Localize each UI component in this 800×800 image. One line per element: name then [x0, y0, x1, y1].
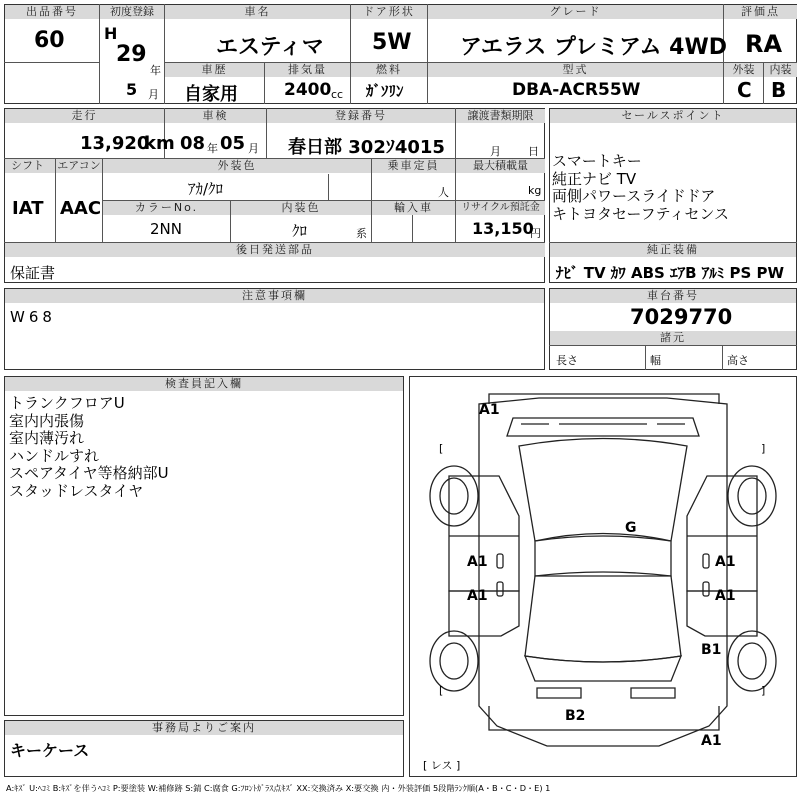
- door-type: 5W: [372, 30, 412, 55]
- inspector-line: スペアタイヤ等格納部U: [9, 464, 169, 483]
- sales-item: キトヨタセーフティセンス: [552, 204, 730, 223]
- sales-point-header: セールスポイント: [550, 109, 796, 123]
- inspector-line: ハンドルすれ: [9, 446, 100, 465]
- load-unit: kg: [528, 184, 542, 197]
- legend: A:ｷｽﾞ U:ﾍｺﾐ B:ｷｽﾞを伴うﾍｺﾐ P:要塗装 W:補修跡 S:錆 C:腐食 G:ﾌﾛﾝﾄｶﾞﾗｽ点ｷｽﾞ XX:交換済み X:要交換 内・外装評価 5段階ﾗﾝｸ順(A・B・C・D・E) 1: [6, 783, 551, 793]
- grade: アエラス プレミアム 4WD: [460, 35, 727, 60]
- damage-mark: B2: [565, 708, 586, 724]
- interior-score: B: [771, 78, 787, 102]
- sales-item: スマートキー: [552, 152, 642, 170]
- displacement-unit: cc: [331, 88, 344, 101]
- office-header: 事務局よりご案内: [5, 721, 403, 735]
- inspection-year-unit: 年: [207, 142, 218, 155]
- era: H: [104, 24, 118, 43]
- height-label: 高さ: [727, 354, 749, 367]
- int-color: ｸﾛ: [292, 222, 308, 240]
- chassis-number: 7029770: [630, 305, 733, 329]
- import-header: 輸入車: [372, 201, 455, 215]
- car-name-header: 車名: [165, 5, 350, 19]
- plate: 春日部 302ｿ4015: [288, 137, 445, 158]
- dims-header: 諸元: [550, 331, 796, 345]
- damage-mark: B1: [701, 642, 722, 658]
- later-parts: 保証書: [10, 264, 56, 282]
- notes-text: W68: [10, 308, 56, 326]
- width-label: 幅: [650, 354, 661, 367]
- int-color-header: 内装色: [231, 201, 371, 215]
- inspection-month: 05: [220, 133, 246, 154]
- damage-mark: A1: [479, 402, 500, 418]
- inspector-line: スタッドレスタイヤ: [9, 481, 144, 500]
- shift-header: シフト: [5, 159, 55, 173]
- aircon: AAC: [60, 198, 102, 219]
- damage-mark: A1: [467, 588, 488, 604]
- sales-point-list: [552, 153, 729, 223]
- transfer-day: 日: [528, 145, 539, 158]
- notes-header: 注意事項欄: [5, 289, 544, 303]
- color-no-header: カラーNo.: [103, 201, 230, 215]
- sales-item: 純正ナビ TV: [552, 169, 637, 188]
- shift: IAT: [12, 198, 44, 219]
- inspection-month-unit: 月: [248, 142, 259, 155]
- inspector-list: [9, 395, 169, 501]
- transfer-month: 月: [490, 145, 501, 158]
- damage-mark: A1: [701, 733, 722, 749]
- chassis-header: 車台番号: [550, 289, 796, 303]
- load-header: 最大積載量: [456, 159, 545, 173]
- bracket-mark: [: [439, 684, 444, 697]
- inspector-line: トランクフロアU: [9, 394, 125, 412]
- transfer-header: 譲渡書類期限: [456, 109, 545, 123]
- mileage-header: 走行: [5, 109, 164, 123]
- exterior-score: C: [737, 78, 752, 102]
- score: RA: [745, 30, 783, 58]
- fuel-header: 燃料: [351, 63, 427, 77]
- lot-no-header: 出品番号: [5, 5, 99, 19]
- inspection-year: 08: [180, 133, 206, 154]
- inspection-header: 車検: [165, 109, 266, 123]
- length-label: 長さ: [556, 354, 578, 367]
- lens-label: [ レス ]: [423, 759, 461, 772]
- reg-month-unit: 月: [148, 88, 159, 101]
- damage-mark: A1: [715, 554, 736, 570]
- sales-item: 両側パワースライドドア: [552, 187, 716, 206]
- recycle-header: リサイクル預託金: [456, 201, 545, 215]
- inspector-line: 室内薄汚れ: [9, 429, 85, 448]
- car-diagram: [409, 376, 797, 777]
- grade-header: グレード: [428, 5, 723, 19]
- reg-month: 5: [126, 80, 138, 99]
- equipment-header: 純正装備: [550, 243, 796, 257]
- office-text: キーケース: [10, 741, 90, 760]
- later-parts-header: 後日発送部品: [5, 243, 545, 257]
- plate-header: 登録番号: [267, 109, 455, 123]
- model: DBA-ACR55W: [512, 80, 641, 100]
- color-no: 2NN: [150, 220, 182, 238]
- damage-mark: A1: [715, 588, 736, 604]
- ext-color: ｱｶ/ｸﾛ: [188, 180, 224, 198]
- recycle: 13,150: [472, 219, 534, 238]
- displacement: 2400: [284, 80, 332, 100]
- mileage-unit: km: [144, 133, 175, 154]
- model-header: 型式: [428, 63, 723, 77]
- score-header: 評価点: [724, 5, 797, 19]
- bracket-mark: ]: [761, 684, 766, 697]
- inspector-line: 室内内張傷: [9, 411, 85, 430]
- int-color-unit: 系: [356, 227, 367, 240]
- reg-year-unit: 年: [150, 64, 161, 77]
- damage-mark: A1: [467, 554, 488, 570]
- car-name: エスティマ: [216, 35, 324, 60]
- equipment: ﾅﾋﾞ TV ｶﾜ ABS ｴｱB ｱﾙﾐ PS PW: [556, 264, 785, 282]
- history: 自家用: [184, 84, 238, 105]
- reg-year: 29: [116, 42, 147, 67]
- ext-color-header: 外装色: [103, 159, 371, 173]
- door-header: ドア形状: [351, 5, 427, 19]
- history-header: 車歴: [165, 63, 264, 77]
- lot-no: 60: [34, 28, 65, 53]
- damage-mark: G: [625, 520, 637, 536]
- bracket-mark: [: [439, 442, 444, 455]
- exterior-header: 外装: [724, 63, 763, 77]
- interior-header: 内装: [764, 63, 797, 77]
- inspector-header: 検査員記入欄: [5, 377, 403, 391]
- first-reg-header: 初度登録: [100, 5, 164, 19]
- fuel: ｶﾞｿﾘﾝ: [366, 82, 404, 100]
- capacity-header: 乗車定員: [372, 159, 455, 173]
- mileage: 13,920: [80, 133, 150, 154]
- capacity-unit: 人: [438, 186, 449, 199]
- aircon-header: エアコン: [57, 159, 101, 172]
- bracket-mark: ]: [761, 442, 766, 455]
- displacement-header: 排気量: [265, 63, 350, 77]
- recycle-unit: 円: [530, 227, 541, 240]
